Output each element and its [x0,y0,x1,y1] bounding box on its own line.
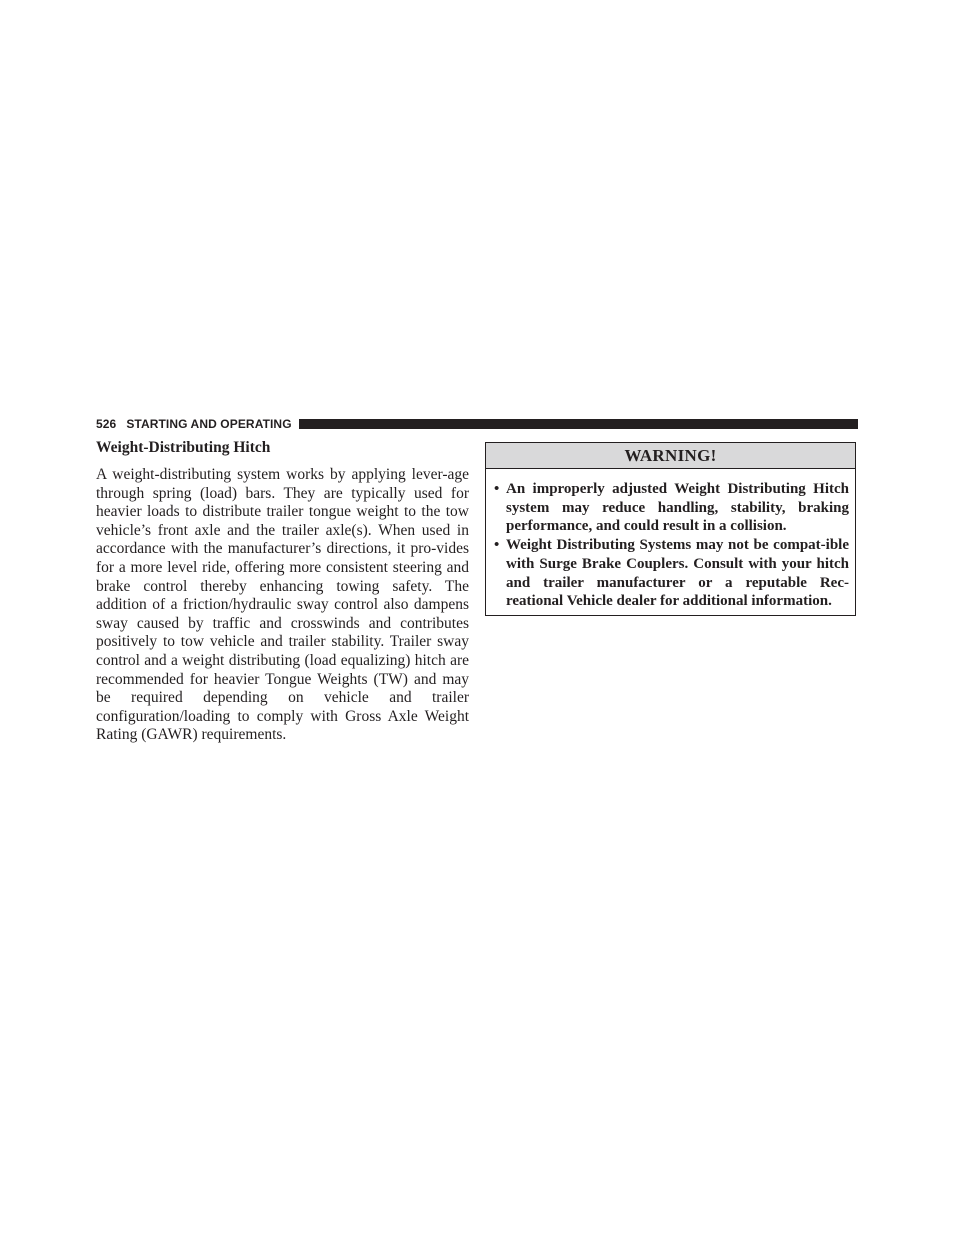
section-heading: Weight-Distributing Hitch [96,439,271,456]
bullet-icon: • [494,481,500,497]
body-paragraph: A weight-distributing system works by applying lever-age through spring (load) bars. They are typically used for heavier loads to distribute trailer tongue weight to the tow vehicle’s front axle and the trailer axle(s). When used in accordance with the manufacturer’s directions, it pro-vides for a more level ride, offering more consistent steering and brake control thereby enhancing towing safety. The addition of a friction/hydraulic sway control also dampens sway caused by traffic and crosswinds and contributes positively to tow vehicle and trailer stability. Trailer sway control and a weight distributing (load equalizing) hitch are recommended for heavier Tongue Weights (TW) and may be required depending on vehicle and trailer configuration/loading to comply with Gross Axle Weight Rating (GAWR) requirements. [96,466,469,744]
bullet-icon: • [494,537,500,554]
left-column [96,438,469,745]
warning-item [494,536,849,611]
warning-list [486,469,855,611]
warning-title: WARNING! [486,443,855,469]
warning-item [494,480,849,536]
header-rule [299,419,858,429]
page-number: 526 [96,417,117,431]
warning-box [485,442,856,616]
warning-item-text: Weight Distributing Systems may not be compat-ible with Surge Brake Couplers. Consult with your hitch and trailer manufacturer or a reputable Rec-reational Vehicle dealer for additional information. [506,537,849,610]
warning-item-text: An improperly adjusted Weight Distributing Hitch system may reduce handling, stability, braking performance, and could result in a collision. [506,481,849,535]
section-title: STARTING AND OPERATING [126,417,292,431]
page-header [96,417,858,431]
